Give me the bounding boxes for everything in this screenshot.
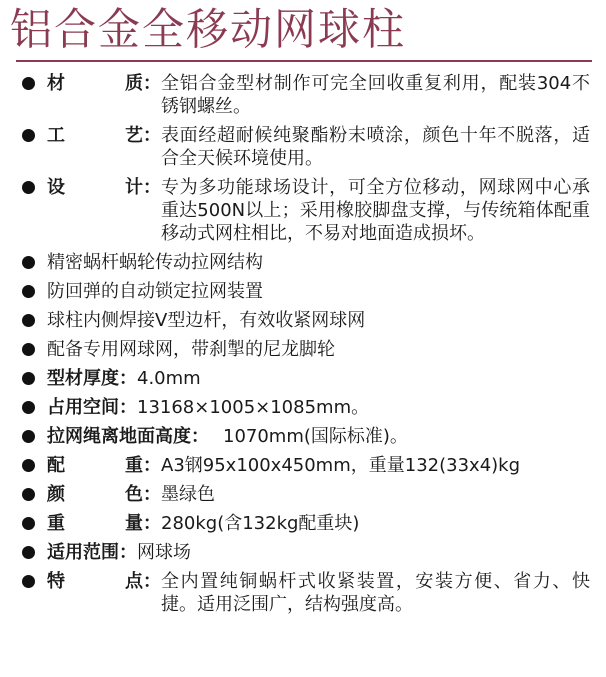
spec-colon: ：: [143, 177, 161, 198]
spec-colon: ：: [119, 368, 137, 389]
spec-value: 全铝合金型材制作可完全回收重复利用，配装304不锈钢螺丝。: [161, 73, 590, 117]
bullet-icon: [22, 256, 35, 269]
spec-item-color: [20, 483, 590, 506]
spec-value: 1070mm(国际标准)。: [223, 426, 408, 447]
spec-colon: ：: [143, 73, 161, 94]
bullet-icon: [22, 546, 35, 559]
spec-value: 4.0mm: [137, 368, 201, 389]
feature-text: 精密蜗杆蜗轮传动拉网结构: [47, 252, 263, 273]
bullet-icon: [22, 181, 35, 194]
feature-item: [20, 251, 590, 274]
bullet-icon: [22, 459, 35, 472]
spec-colon: ：: [143, 513, 161, 534]
spec-item-thickness: [20, 367, 590, 390]
page-title: 铝合金全移动网球柱: [10, 4, 407, 55]
spec-label: 配 重: [47, 455, 143, 476]
spec-value: 13168×1005×1085mm。: [137, 397, 370, 418]
spec-colon: ：: [191, 426, 209, 447]
feature-text: 球柱内侧焊接V型边杆，有效收紧网球网: [47, 310, 366, 331]
bullet-icon: [22, 430, 35, 443]
spec-item-weight: [20, 512, 590, 535]
feature-item: [20, 309, 590, 332]
bullet-icon: [22, 488, 35, 501]
spec-item-design: [20, 176, 590, 245]
spec-value: 全内置纯铜蜗杆式收紧装置，安装方便、省力、快捷。适用泛围广，结构强度高。: [161, 571, 590, 615]
spec-value: A3钢95x100x450mm，重量132(33x4)kg: [161, 455, 521, 476]
spec-item-features: [20, 570, 590, 616]
spec-label: 占用空间: [47, 397, 119, 418]
spec-item-net-height: [20, 425, 590, 448]
bullet-icon: [22, 517, 35, 530]
spec-colon: ：: [143, 571, 161, 592]
spec-item-craft: [20, 124, 590, 170]
spec-label: 适用范围: [47, 542, 119, 563]
spec-item-counterweight: [20, 454, 590, 477]
feature-item: [20, 338, 590, 361]
spec-colon: ：: [119, 542, 137, 563]
bullet-icon: [22, 575, 35, 588]
spec-value: 专为多功能球场设计，可全方位移动，网球网中心承重达500N以上；采用橡胶脚盘支撑，与传统箱体配重移动式网柱相比，不易对地面造成损坏。: [161, 177, 590, 244]
spec-colon: ：: [119, 397, 137, 418]
bullet-icon: [22, 129, 35, 142]
spec-label: 材 质: [47, 73, 143, 94]
spec-item-footprint: [20, 396, 590, 419]
spec-value: 表面经超耐候纯聚酯粉末喷涂，颜色十年不脱落，适合全天候环境使用。: [161, 125, 590, 169]
spec-label: 拉网绳离地面高度: [47, 426, 191, 447]
spec-colon: ：: [143, 125, 161, 146]
spec-colon: ：: [143, 455, 161, 476]
spec-list: [0, 72, 606, 616]
spec-item-material: [20, 72, 590, 118]
spec-item-scope: [20, 541, 590, 564]
spec-value: 网球场: [137, 542, 191, 563]
spec-value: 墨绿色: [161, 484, 215, 505]
spec-label: 设 计: [47, 177, 143, 198]
spec-value: 280kg(含132kg配重块): [161, 513, 360, 534]
spec-label: 特 点: [47, 571, 143, 592]
bullet-icon: [22, 77, 35, 90]
title-divider: [16, 60, 592, 62]
bullet-icon: [22, 372, 35, 385]
spec-label: 工 艺: [47, 125, 143, 146]
spec-label: 重 量: [47, 513, 143, 534]
feature-text: 配备专用网球网，带刹掣的尼龙脚轮: [47, 339, 335, 360]
spec-label: 颜 色: [47, 484, 143, 505]
spec-colon: ：: [143, 484, 161, 505]
feature-item: [20, 280, 590, 303]
spec-label: 型材厚度: [47, 368, 119, 389]
bullet-icon: [22, 401, 35, 414]
feature-text: 防回弹的自动锁定拉网装置: [47, 281, 263, 302]
bullet-icon: [22, 314, 35, 327]
bullet-icon: [22, 343, 35, 356]
bullet-icon: [22, 285, 35, 298]
